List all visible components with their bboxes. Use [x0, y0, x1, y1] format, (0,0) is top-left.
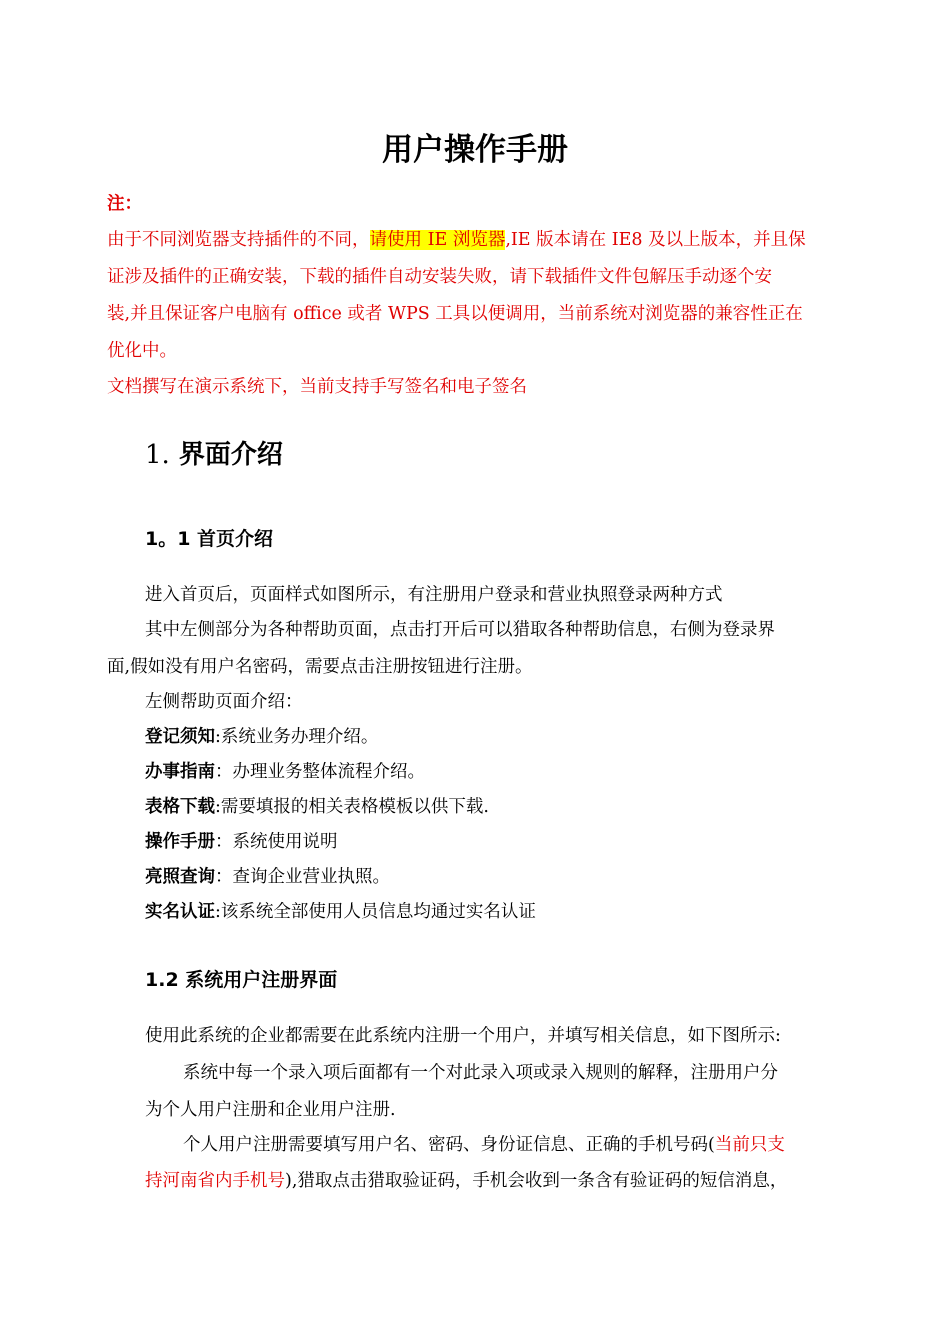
subsection-1-1-heading: 1。1 首页介绍	[145, 528, 274, 550]
paragraph: 为个人用户注册和企业用户注册.	[145, 1100, 396, 1120]
list-desc: ：系统使用说明	[215, 832, 338, 852]
list-term: 表格下载	[145, 797, 215, 817]
paragraph: 面,假如没有用户名密码，需要点击注册按钮进行注册。	[107, 657, 533, 677]
list-term: 办事指南	[145, 762, 215, 782]
list-item	[145, 794, 489, 820]
note-text: 由于不同浏览器支持插件的不同，	[107, 230, 370, 250]
paragraph: 使用此系统的企业都需要在此系统内注册一个用户，并填写相关信息，如下图所示:	[145, 1026, 781, 1046]
paragraph: 进入首页后，页面样式如图所示，有注册用户登录和营业执照登录两种方式	[145, 585, 723, 605]
note-label: 注：	[107, 194, 142, 214]
paragraph-text: 个人用户注册需要填写用户名、密码、身份证信息、正确的手机号码(	[183, 1135, 715, 1155]
note-line-3: 装,并且保证客户电脑有 office 或者 WPS 工具以便调用，当前系统对浏览器的兼容性正在	[107, 304, 803, 324]
paragraph: 左侧帮助页面介绍：	[145, 692, 303, 712]
list-desc: ：查询企业营业执照。	[215, 867, 390, 887]
subsection-1-2-heading: 1.2 系统用户注册界面	[145, 969, 338, 991]
document-title: 用户操作手册	[382, 132, 568, 168]
list-desc: ：办理业务整体流程介绍。	[215, 762, 425, 782]
note-highlight: 请使用 IE 浏览器	[369, 230, 506, 250]
list-term: 操作手册	[145, 832, 215, 852]
section-title: 界面介绍	[178, 440, 283, 470]
note-line-1	[107, 227, 806, 253]
list-desc: :该系统全部使用人员信息均通过实名认证	[215, 902, 536, 922]
list-item	[145, 829, 338, 855]
note-text: ,IE 版本请在 IE8 及以上版本，并且保	[505, 230, 806, 250]
list-desc: :需要填报的相关表格模板以供下载.	[215, 797, 489, 817]
list-term: 实名认证	[145, 902, 215, 922]
section-number: 1.	[145, 440, 170, 470]
list-item	[145, 864, 390, 890]
paragraph: 其中左侧部分为各种帮助页面，点击打开后可以猎取各种帮助信息，右侧为登录界	[145, 620, 775, 640]
note-line-2: 证涉及插件的正确安装，下载的插件自动安装失败，请下载插件文件包解压手动逐个安	[107, 267, 772, 287]
list-desc: :系统业务办理介绍。	[215, 727, 379, 747]
section-1-heading	[145, 437, 283, 473]
note-line-5: 文档撰写在演示系统下，当前支持手写签名和电子签名	[107, 377, 527, 397]
red-note: 当前只支	[714, 1135, 785, 1155]
red-note: 持河南省内手机号	[145, 1171, 285, 1191]
list-item	[145, 759, 425, 785]
paragraph: 系统中每一个录入项后面都有一个对此录入项或录入规则的解释，注册用户分	[183, 1063, 778, 1083]
list-item	[145, 724, 378, 750]
paragraph	[183, 1132, 785, 1158]
paragraph	[145, 1168, 787, 1194]
paragraph-text: ),猎取点击猎取验证码，手机会收到一条含有验证码的短信消息，	[285, 1171, 788, 1191]
list-item	[145, 899, 536, 925]
list-term: 登记须知	[145, 727, 215, 747]
note-line-4: 优化中。	[107, 341, 177, 361]
list-term: 亮照查询	[145, 867, 215, 887]
